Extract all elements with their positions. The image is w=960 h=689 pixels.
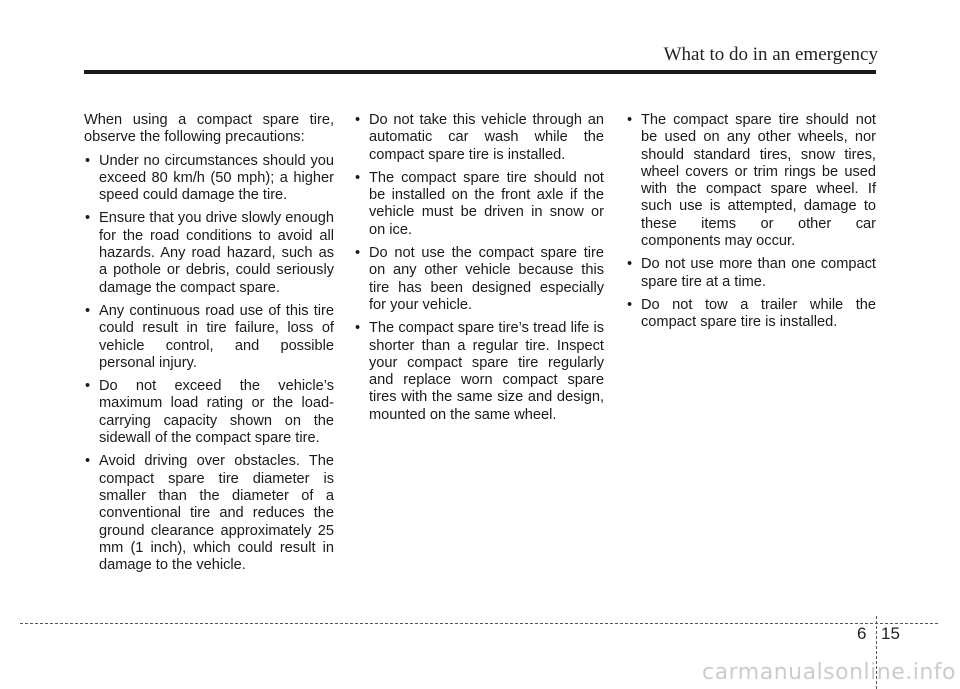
list-item-text: The compact spare tire should not be used on any other wheels, nor should standard tires, snow tires, wheel covers or trim rings be used with the compact spare wheel. If such use is attempted, damage to these items or other car components may occur.: [641, 112, 876, 250]
list-item: [626, 112, 876, 250]
list-item-text: Avoid driving over obstacles. The compact spare tire diameter is smaller than the diameter of a conventional tire and reduces the ground clearance approximately 25 mm (1 inch), which could result in damage to the vehicle.: [99, 453, 334, 574]
bullet-icon: •: [85, 152, 91, 169]
list-item-text: Do not use more than one compact spare tire at a time.: [641, 256, 876, 290]
bullet-icon: •: [627, 296, 633, 313]
list-item: [354, 170, 604, 239]
section-title: What to do in an emergency: [663, 44, 878, 65]
footer-rule: [20, 623, 938, 624]
column-2: [354, 112, 604, 430]
list-item: [84, 153, 334, 205]
list-item-text: The compact spare tire’s tread life is shorter than a regular tire. Inspect your compact spare tire regularly and replace worn compact spare tires with the same size and design, mounted on the same wheel.: [369, 320, 604, 423]
list-item: [354, 112, 604, 164]
bullet-icon: •: [85, 453, 91, 470]
list-item: [354, 245, 604, 314]
list-item-text: Do not tow a trailer while the compact spare tire is installed.: [641, 296, 876, 331]
precaution-list: [626, 112, 876, 332]
list-item-text: The compact spare tire should not be installed on the front axle if the vehicle must be driven in snow or on ice.: [369, 169, 604, 238]
watermark: carmanualsonline.info: [702, 660, 956, 685]
bullet-icon: •: [627, 256, 633, 273]
list-item: [84, 303, 334, 372]
precaution-list: [84, 153, 334, 575]
list-item-text: Under no circumstances should you exceed 80 km/h (50 mph); a higher speed could damage the tire.: [99, 152, 334, 204]
list-item: [84, 453, 334, 574]
bullet-icon: •: [85, 378, 91, 395]
bullet-icon: •: [85, 302, 91, 319]
bullet-icon: •: [355, 112, 361, 128]
list-item-text: Do not take this vehicle through an automatic car wash while the compact spare tire is installed.: [369, 112, 604, 163]
chapter-number: 6: [857, 624, 867, 643]
bullet-icon: •: [355, 245, 361, 262]
bullet-icon: •: [355, 320, 361, 337]
bullet-icon: •: [355, 169, 361, 186]
list-item: [626, 256, 876, 291]
list-item: [84, 210, 334, 296]
list-item: [354, 320, 604, 424]
list-item: [84, 378, 334, 447]
list-item-text: Ensure that you drive slowly enough for the road conditions to avoid all hazards. Any road hazard, such as a pothole or debris, could seriously damage the compact spare.: [99, 210, 334, 296]
column-1: [84, 112, 334, 580]
list-item-text: Do not use the compact spare tire on any other vehicle because this tire has been designed especially for your vehicle.: [369, 245, 604, 313]
bullet-icon: •: [627, 112, 633, 128]
bullet-icon: •: [85, 210, 91, 227]
precaution-list: [354, 112, 604, 424]
list-item: [626, 297, 876, 332]
column-3: [626, 112, 876, 338]
intro-paragraph: When using a compact spare tire, observe the following precautions:: [84, 112, 334, 146]
list-item-text: Do not exceed the vehicle’s maximum load rating or the load-carrying capacity shown on the sidewall of the compact spare tire.: [99, 378, 334, 447]
list-item-text: Any continuous road use of this tire could result in tire failure, loss of vehicle control, and possible personal injury.: [99, 302, 334, 371]
header-rule: [84, 70, 876, 74]
page-number: 15: [881, 624, 900, 643]
